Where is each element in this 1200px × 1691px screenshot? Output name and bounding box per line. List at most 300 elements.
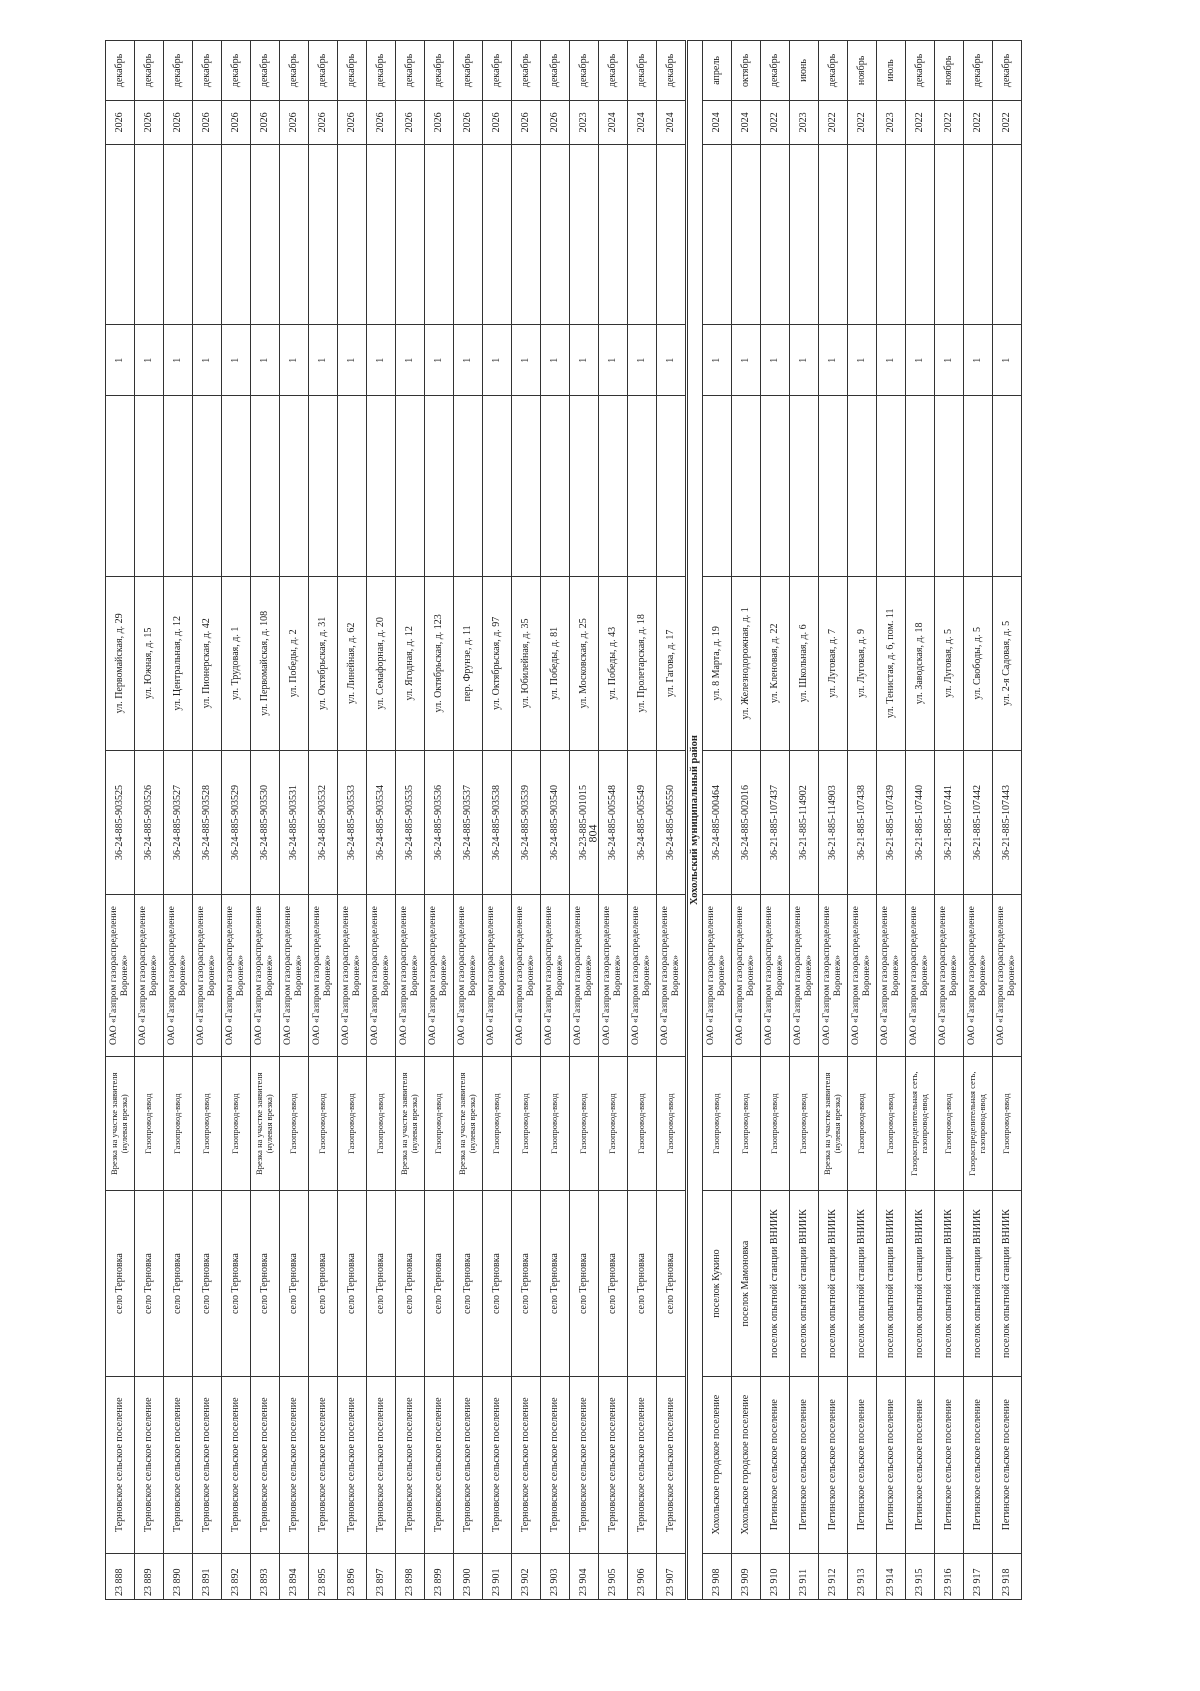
organization-cell: ОАО «Газпром газораспределение Воронеж» — [790, 894, 819, 1056]
quantity-cell: 1 — [396, 325, 425, 396]
row-number: 23 900 — [454, 1553, 483, 1599]
table-row — [309, 41, 338, 1600]
empty-cell — [935, 396, 964, 577]
empty-cell — [790, 396, 819, 577]
month-cell: декабрь — [761, 41, 790, 101]
row-number: 23 893 — [251, 1553, 280, 1599]
object-type-cell: Газопровод-ввод — [790, 1057, 819, 1191]
organization-cell: ОАО «Газпром газораспределение Воронеж» — [367, 894, 396, 1056]
empty-cell — [135, 396, 164, 577]
address-cell: ул. Октябрьская, д. 97 — [483, 576, 512, 750]
organization-cell: ОАО «Газпром газораспределение Воронеж» — [877, 894, 906, 1056]
object-type-cell: Врезка на участке заявителя (нулевая врезка) — [251, 1057, 280, 1191]
empty-cell — [906, 396, 935, 577]
row-number: 23 896 — [338, 1553, 367, 1599]
object-type-cell: Газопровод-ввод — [657, 1057, 687, 1191]
year-cell: 2026 — [512, 100, 541, 144]
year-cell: 2023 — [877, 100, 906, 144]
address-cell: ул. Луговая, д. 9 — [848, 576, 877, 750]
table-row — [483, 41, 512, 1600]
settlement-cell: Терновское сельское поселение — [251, 1376, 280, 1553]
locality-cell: поселок опытной станции ВНИИК — [964, 1191, 993, 1376]
locality-cell: село Терновка — [454, 1191, 483, 1376]
object-type-cell: Врезка на участке заявителя (нулевая врезка) — [819, 1057, 848, 1191]
empty-cell — [570, 144, 599, 325]
table-row — [106, 41, 135, 1600]
row-number: 23 905 — [599, 1553, 628, 1599]
month-cell: декабрь — [599, 41, 628, 101]
address-cell: ул. Октябрьская, д. 123 — [425, 576, 454, 750]
code-cell: 36-24-885-903528 — [193, 751, 222, 895]
locality-cell: поселок опытной станции ВНИИК — [761, 1191, 790, 1376]
object-type-cell: Газопровод-ввод — [703, 1057, 732, 1191]
locality-cell: село Терновка — [628, 1191, 657, 1376]
code-cell: 36-24-885-005548 — [599, 751, 628, 895]
settlement-cell: Терновское сельское поселение — [454, 1376, 483, 1553]
settlement-cell: Петинское сельское поселение — [935, 1376, 964, 1553]
quantity-cell: 1 — [993, 325, 1022, 396]
month-cell: декабрь — [628, 41, 657, 101]
locality-cell: поселок опытной станции ВНИИК — [790, 1191, 819, 1376]
code-cell: 36-21-885-107440 — [906, 751, 935, 895]
code-cell: 36-24-885-000464 — [703, 751, 732, 895]
settlement-cell: Хохольское городское поселение — [732, 1376, 761, 1553]
year-cell: 2026 — [193, 100, 222, 144]
quantity-cell: 1 — [512, 325, 541, 396]
object-type-cell: Газопровод-ввод — [993, 1057, 1022, 1191]
empty-cell — [599, 144, 628, 325]
code-cell: 36-21-885-107443 — [993, 751, 1022, 895]
table-row — [570, 41, 599, 1600]
empty-cell — [222, 396, 251, 577]
quantity-cell: 1 — [935, 325, 964, 396]
year-cell: 2022 — [906, 100, 935, 144]
empty-cell — [935, 144, 964, 325]
empty-cell — [280, 144, 309, 325]
address-cell: ул. Первомайская, д. 29 — [106, 576, 135, 750]
table-row — [164, 41, 193, 1600]
row-number: 23 913 — [848, 1553, 877, 1599]
settlement-cell: Хохольское городское поселение — [703, 1376, 732, 1553]
object-type-cell: Газопровод-ввод — [732, 1057, 761, 1191]
table-row — [541, 41, 570, 1600]
empty-cell — [732, 144, 761, 325]
object-type-cell: Газопровод-ввод — [761, 1057, 790, 1191]
table-body-khokholsky — [703, 41, 1022, 1600]
month-cell: декабрь — [367, 41, 396, 101]
row-number: 23 917 — [964, 1553, 993, 1599]
code-cell: 36-21-885-107439 — [877, 751, 906, 895]
locality-cell: село Терновка — [425, 1191, 454, 1376]
locality-cell: поселок опытной станции ВНИИК — [906, 1191, 935, 1376]
object-type-cell: Газопровод-ввод — [425, 1057, 454, 1191]
empty-cell — [657, 144, 687, 325]
empty-cell — [993, 144, 1022, 325]
quantity-cell: 1 — [819, 325, 848, 396]
table-row — [761, 41, 790, 1600]
year-cell: 2022 — [761, 100, 790, 144]
quantity-cell: 1 — [425, 325, 454, 396]
section-title: Хохольский муниципальный район — [687, 41, 703, 1600]
empty-cell — [790, 144, 819, 325]
rotated-table-sheet — [105, 40, 1135, 1600]
object-type-cell: Газопровод-ввод — [541, 1057, 570, 1191]
settlement-cell: Терновское сельское поселение — [657, 1376, 687, 1553]
code-cell: 36-24-885-903526 — [135, 751, 164, 895]
object-type-cell: Газопровод-ввод — [935, 1057, 964, 1191]
empty-cell — [628, 144, 657, 325]
organization-cell: ОАО «Газпром газораспределение Воронеж» — [512, 894, 541, 1056]
organization-cell: ОАО «Газпром газораспределение Воронеж» — [396, 894, 425, 1056]
empty-cell — [877, 144, 906, 325]
month-cell: декабрь — [541, 41, 570, 101]
row-number: 23 908 — [703, 1553, 732, 1599]
month-cell: декабрь — [819, 41, 848, 101]
row-number: 23 906 — [628, 1553, 657, 1599]
address-cell: ул. Пролетарская, д. 18 — [628, 576, 657, 750]
code-cell: 36-21-885-107437 — [761, 751, 790, 895]
quantity-cell: 1 — [222, 325, 251, 396]
year-cell: 2022 — [819, 100, 848, 144]
code-cell: 36-21-885-107438 — [848, 751, 877, 895]
month-cell: октябрь — [732, 41, 761, 101]
row-number: 23 901 — [483, 1553, 512, 1599]
year-cell: 2026 — [396, 100, 425, 144]
locality-cell: поселок опытной станции ВНИИК — [819, 1191, 848, 1376]
settlement-cell: Петинское сельское поселение — [848, 1376, 877, 1553]
locality-cell: село Терновка — [280, 1191, 309, 1376]
empty-cell — [280, 396, 309, 577]
empty-cell — [877, 396, 906, 577]
address-cell: ул. Московская, д. 25 — [570, 576, 599, 750]
empty-cell — [425, 144, 454, 325]
code-cell: 36-24-885-903537 — [454, 751, 483, 895]
code-cell: 36-24-885-903539 — [512, 751, 541, 895]
address-cell: ул. Тенистая, д. 6, пом. 11 — [877, 576, 906, 750]
empty-cell — [454, 396, 483, 577]
year-cell: 2023 — [790, 100, 819, 144]
year-cell: 2024 — [628, 100, 657, 144]
settlement-cell: Терновское сельское поселение — [338, 1376, 367, 1553]
organization-cell: ОАО «Газпром газораспределение Воронеж» — [628, 894, 657, 1056]
code-cell: 36-24-885-903531 — [280, 751, 309, 895]
address-cell: ул. Победы, д. 81 — [541, 576, 570, 750]
quantity-cell: 1 — [338, 325, 367, 396]
month-cell: декабрь — [193, 41, 222, 101]
object-type-cell: Врезка на участке заявителя (нулевая врезка) — [396, 1057, 425, 1191]
object-type-cell: Газопровод-ввод — [628, 1057, 657, 1191]
address-cell: ул. Луговая, д. 7 — [819, 576, 848, 750]
month-cell: декабрь — [425, 41, 454, 101]
year-cell: 2026 — [222, 100, 251, 144]
address-cell: ул. Южная, д. 15 — [135, 576, 164, 750]
empty-cell — [338, 144, 367, 325]
table-row — [877, 41, 906, 1600]
address-cell: ул. Пионерская, д. 42 — [193, 576, 222, 750]
month-cell: декабрь — [512, 41, 541, 101]
month-cell: июнь — [790, 41, 819, 101]
settlement-cell: Терновское сельское поселение — [425, 1376, 454, 1553]
empty-cell — [599, 396, 628, 577]
locality-cell: село Терновка — [164, 1191, 193, 1376]
row-number: 23 895 — [309, 1553, 338, 1599]
year-cell: 2024 — [599, 100, 628, 144]
empty-cell — [106, 144, 135, 325]
year-cell: 2026 — [135, 100, 164, 144]
table-row — [848, 41, 877, 1600]
organization-cell: ОАО «Газпром газораспределение Воронеж» — [338, 894, 367, 1056]
organization-cell: ОАО «Газпром газораспределение Воронеж» — [164, 894, 193, 1056]
locality-cell: село Терновка — [599, 1191, 628, 1376]
organization-cell: ОАО «Газпром газораспределение Воронеж» — [425, 894, 454, 1056]
code-cell: 36-21-885-107442 — [964, 751, 993, 895]
month-cell: апрель — [703, 41, 732, 101]
quantity-cell: 1 — [309, 325, 338, 396]
quantity-cell: 1 — [541, 325, 570, 396]
empty-cell — [993, 396, 1022, 577]
table-row — [396, 41, 425, 1600]
organization-cell: ОАО «Газпром газораспределение Воронеж» — [935, 894, 964, 1056]
row-number: 23 915 — [906, 1553, 935, 1599]
settlement-cell: Терновское сельское поселение — [483, 1376, 512, 1553]
address-cell: ул. Семафорная, д. 20 — [367, 576, 396, 750]
code-cell: 36-24-885-903530 — [251, 751, 280, 895]
code-cell: 36-21-885-114902 — [790, 751, 819, 895]
locality-cell: село Терновка — [512, 1191, 541, 1376]
year-cell: 2026 — [367, 100, 396, 144]
empty-cell — [396, 396, 425, 577]
quantity-cell: 1 — [761, 325, 790, 396]
empty-cell — [483, 144, 512, 325]
month-cell: декабрь — [222, 41, 251, 101]
empty-cell — [309, 144, 338, 325]
table-row — [222, 41, 251, 1600]
empty-cell — [570, 396, 599, 577]
month-cell: ноябрь — [848, 41, 877, 101]
month-cell: декабрь — [280, 41, 309, 101]
year-cell: 2022 — [848, 100, 877, 144]
address-cell: ул. Трудовая, д. 1 — [222, 576, 251, 750]
organization-cell: ОАО «Газпром газораспределение Воронеж» — [541, 894, 570, 1056]
table-row — [703, 41, 732, 1600]
empty-cell — [135, 144, 164, 325]
empty-cell — [164, 144, 193, 325]
empty-cell — [848, 396, 877, 577]
code-cell: 36-23-885-001015 — [570, 751, 599, 895]
object-type-cell: Газопровод-ввод — [512, 1057, 541, 1191]
code-cell: 36-24-885-903534 — [367, 751, 396, 895]
table-row — [657, 41, 687, 1600]
object-type-cell: Газопровод-ввод — [599, 1057, 628, 1191]
table-row — [628, 41, 657, 1600]
empty-cell — [396, 144, 425, 325]
quantity-cell: 1 — [251, 325, 280, 396]
month-cell: декабрь — [135, 41, 164, 101]
organization-cell: ОАО «Газпром газораспределение Воронеж» — [483, 894, 512, 1056]
code-cell: 36-24-885-005549 — [628, 751, 657, 895]
settlement-cell: Терновское сельское поселение — [512, 1376, 541, 1553]
quantity-cell: 1 — [367, 325, 396, 396]
address-cell: ул. Юбилейная, д. 35 — [512, 576, 541, 750]
quantity-cell: 1 — [570, 325, 599, 396]
settlement-cell: Терновское сельское поселение — [367, 1376, 396, 1553]
row-number: 23 891 — [193, 1553, 222, 1599]
year-cell: 2026 — [483, 100, 512, 144]
settlement-cell: Петинское сельское поселение — [906, 1376, 935, 1553]
organization-cell: ОАО «Газпром газораспределение Воронеж» — [135, 894, 164, 1056]
quantity-cell: 1 — [848, 325, 877, 396]
empty-cell — [251, 144, 280, 325]
table-row — [251, 41, 280, 1600]
row-number: 23 899 — [425, 1553, 454, 1599]
locality-cell: поселок опытной станции ВНИИК — [993, 1191, 1022, 1376]
address-cell: ул. Первомайская, д. 108 — [251, 576, 280, 750]
month-cell: декабрь — [454, 41, 483, 101]
empty-cell — [732, 396, 761, 577]
code-cell: 36-24-885-903538 — [483, 751, 512, 895]
empty-cell — [541, 144, 570, 325]
settlement-cell: Терновское сельское поселение — [280, 1376, 309, 1553]
settlement-cell: Петинское сельское поселение — [819, 1376, 848, 1553]
address-cell: ул. 2-я Садовая, д. 5 — [993, 576, 1022, 750]
year-cell: 2024 — [657, 100, 687, 144]
organization-cell: ОАО «Газпром газораспределение Воронеж» — [703, 894, 732, 1056]
organization-cell: ОАО «Газпром газораспределение Воронеж» — [454, 894, 483, 1056]
locality-cell: село Терновка — [541, 1191, 570, 1376]
organization-cell: ОАО «Газпром газораспределение Воронеж» — [222, 894, 251, 1056]
organization-cell: ОАО «Газпром газораспределение Воронеж» — [761, 894, 790, 1056]
table-row — [732, 41, 761, 1600]
settlement-cell: Терновское сельское поселение — [164, 1376, 193, 1553]
organization-cell: ОАО «Газпром газораспределение Воронеж» — [732, 894, 761, 1056]
settlement-cell: Петинское сельское поселение — [790, 1376, 819, 1553]
settlement-cell: Терновское сельское поселение — [570, 1376, 599, 1553]
settlement-cell: Петинское сельское поселение — [964, 1376, 993, 1553]
empty-cell — [164, 396, 193, 577]
year-cell: 2026 — [309, 100, 338, 144]
locality-cell: поселок опытной станции ВНИИК — [848, 1191, 877, 1376]
address-cell: пер. Фрунзе, д. 11 — [454, 576, 483, 750]
table-row — [454, 41, 483, 1600]
code-cell: 36-21-885-107441 — [935, 751, 964, 895]
row-number: 23 902 — [512, 1553, 541, 1599]
month-cell: декабрь — [396, 41, 425, 101]
gasification-table — [105, 40, 1022, 1600]
locality-cell: село Терновка — [251, 1191, 280, 1376]
year-cell: 2026 — [454, 100, 483, 144]
address-cell: ул. Свободы, д. 5 — [964, 576, 993, 750]
table-row — [512, 41, 541, 1600]
quantity-cell: 1 — [164, 325, 193, 396]
object-type-cell: Газопровод-ввод — [570, 1057, 599, 1191]
empty-cell — [367, 144, 396, 325]
empty-cell — [251, 396, 280, 577]
address-cell: ул. Центральная, д. 12 — [164, 576, 193, 750]
month-cell: декабрь — [570, 41, 599, 101]
quantity-cell: 1 — [964, 325, 993, 396]
empty-cell — [703, 144, 732, 325]
row-number: 23 916 — [935, 1553, 964, 1599]
year-cell: 2026 — [541, 100, 570, 144]
year-cell: 2026 — [280, 100, 309, 144]
address-cell: ул. Железнодорожная, д. 1 — [732, 576, 761, 750]
locality-cell: село Терновка — [483, 1191, 512, 1376]
address-cell: ул. Луговая, д. 5 — [935, 576, 964, 750]
row-number: 23 894 — [280, 1553, 309, 1599]
address-cell: ул. Ягодная, д. 12 — [396, 576, 425, 750]
object-type-cell: Врезка на участке заявителя (нулевая врезка) — [106, 1057, 135, 1191]
row-number: 23 888 — [106, 1553, 135, 1599]
year-cell: 2026 — [251, 100, 280, 144]
code-cell: 36-24-885-903529 — [222, 751, 251, 895]
code-cell: 36-24-885-903527 — [164, 751, 193, 895]
object-type-cell: Газопровод-ввод — [338, 1057, 367, 1191]
organization-cell: ОАО «Газпром газораспределение Воронеж» — [280, 894, 309, 1056]
table-body-terновка — [106, 41, 687, 1600]
organization-cell: ОАО «Газпром газораспределение Воронеж» — [193, 894, 222, 1056]
quantity-cell: 1 — [193, 325, 222, 396]
row-number: 23 903 — [541, 1553, 570, 1599]
settlement-cell: Терновское сельское поселение — [541, 1376, 570, 1553]
object-type-cell: Газопровод-ввод — [222, 1057, 251, 1191]
table-row — [993, 41, 1022, 1600]
empty-cell — [106, 396, 135, 577]
empty-cell — [512, 144, 541, 325]
month-cell: ноябрь — [935, 41, 964, 101]
year-cell: 2026 — [338, 100, 367, 144]
row-number: 23 911 — [790, 1553, 819, 1599]
address-cell: ул. Заводская, д. 18 — [906, 576, 935, 750]
locality-cell: село Терновка — [106, 1191, 135, 1376]
empty-cell — [761, 144, 790, 325]
settlement-cell: Петинское сельское поселение — [877, 1376, 906, 1553]
row-number: 23 890 — [164, 1553, 193, 1599]
row-number: 23 897 — [367, 1553, 396, 1599]
locality-cell: село Терновка — [367, 1191, 396, 1376]
empty-cell — [964, 144, 993, 325]
settlement-cell: Терновское сельское поселение — [135, 1376, 164, 1553]
empty-cell — [703, 396, 732, 577]
object-type-cell: Газопровод-ввод — [135, 1057, 164, 1191]
empty-cell — [761, 396, 790, 577]
locality-cell: село Терновка — [309, 1191, 338, 1376]
code-cell: 36-24-885-903533 — [338, 751, 367, 895]
row-number: 23 912 — [819, 1553, 848, 1599]
table-row — [906, 41, 935, 1600]
empty-cell — [819, 396, 848, 577]
locality-cell: село Терновка — [396, 1191, 425, 1376]
empty-cell — [819, 144, 848, 325]
organization-cell: ОАО «Газпром газораспределение Воронеж» — [993, 894, 1022, 1056]
object-type-cell: Газопровод-ввод — [877, 1057, 906, 1191]
object-type-cell: Врезка на участке заявителя (нулевая врезка) — [454, 1057, 483, 1191]
code-cell: 36-24-885-903525 — [106, 751, 135, 895]
address-cell: ул. 8 Марта, д. 19 — [703, 576, 732, 750]
address-cell: ул. Линейная, д. 62 — [338, 576, 367, 750]
organization-cell: ОАО «Газпром газораспределение Воронеж» — [570, 894, 599, 1056]
locality-cell: село Терновка — [338, 1191, 367, 1376]
locality-cell: село Терновка — [193, 1191, 222, 1376]
code-cell: 36-21-885-114903 — [819, 751, 848, 895]
quantity-cell: 1 — [732, 325, 761, 396]
settlement-cell: Терновское сельское поселение — [309, 1376, 338, 1553]
quantity-cell: 1 — [599, 325, 628, 396]
year-cell: 2022 — [993, 100, 1022, 144]
address-cell: ул. Победы, д. 43 — [599, 576, 628, 750]
table-row — [135, 41, 164, 1600]
object-type-cell: Газопровод-ввод — [367, 1057, 396, 1191]
empty-cell — [657, 396, 687, 577]
